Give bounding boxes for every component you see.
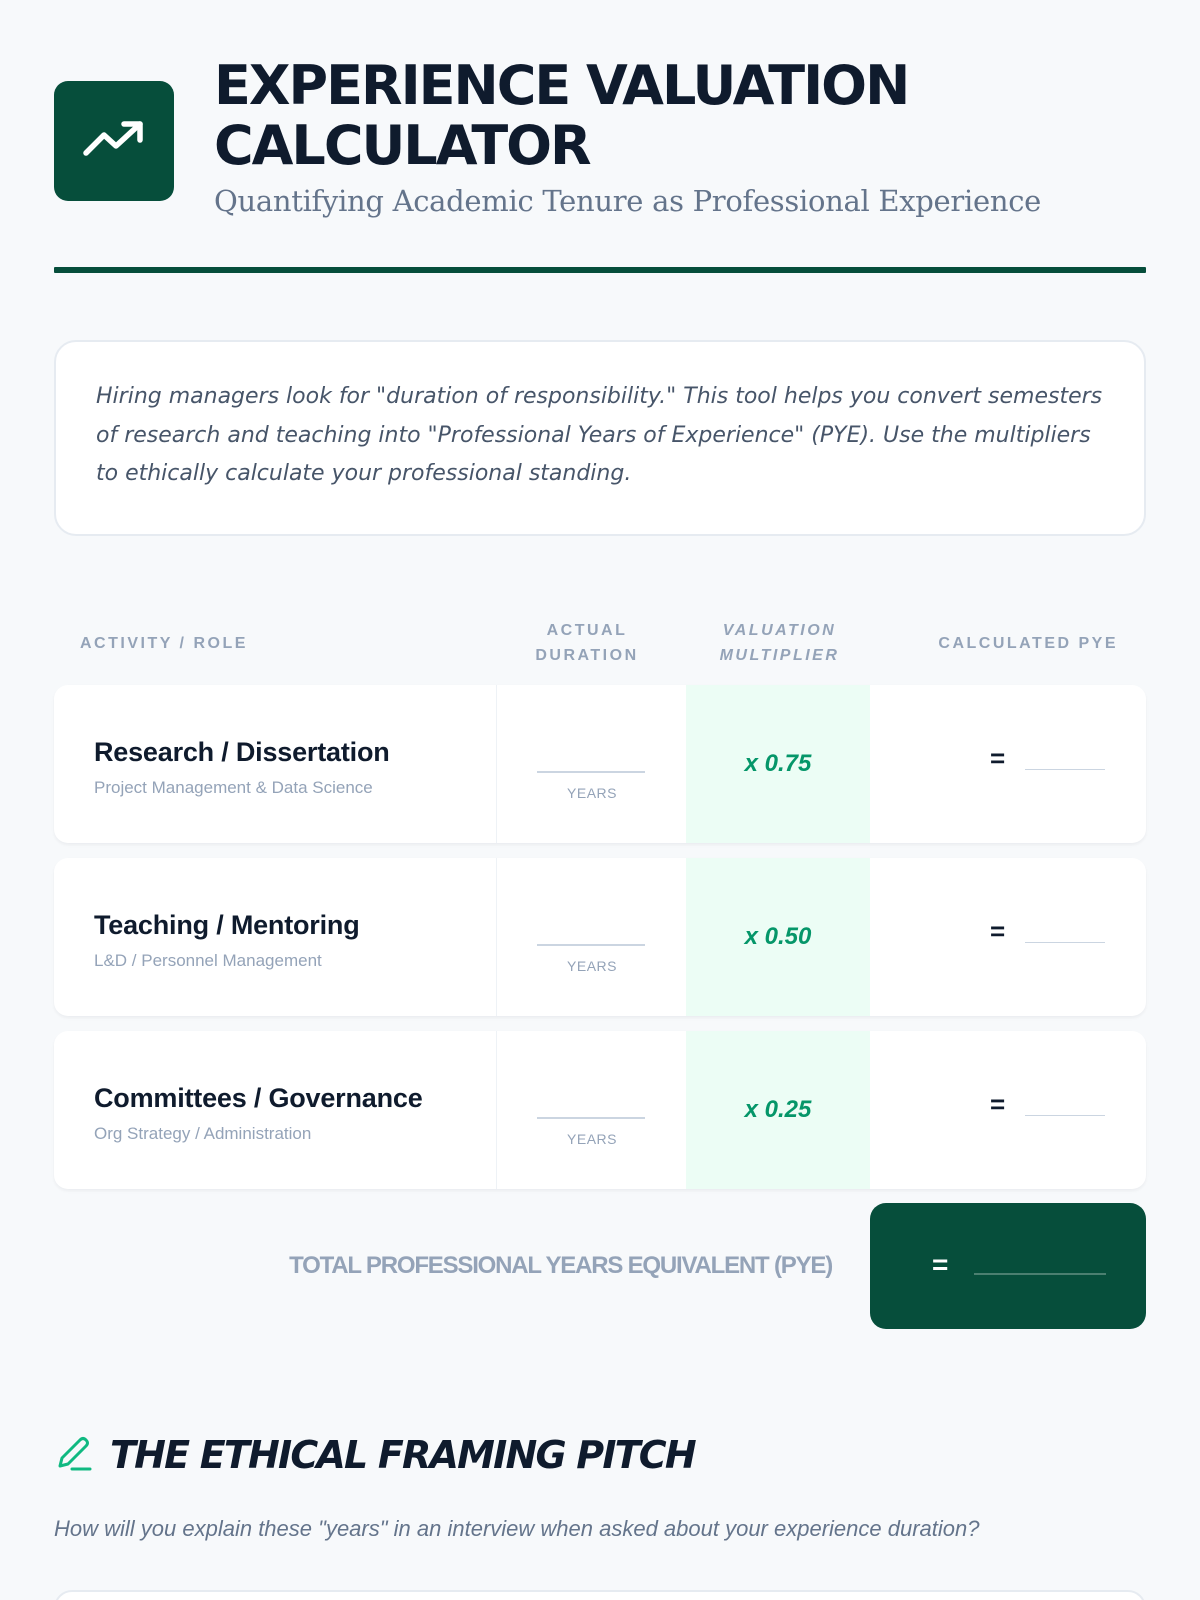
duration-cell <box>496 685 686 843</box>
table-row <box>54 858 1146 1016</box>
duration-unit: YEARS <box>567 958 617 974</box>
total-pye-output <box>974 1273 1106 1275</box>
equals-sign: = <box>932 1249 949 1280</box>
equals-sign: = <box>990 916 1006 946</box>
header <box>54 56 1146 226</box>
activity-subtitle: Org Strategy / Administration <box>94 1124 312 1143</box>
page-title: EXPERIENCE VALUATION CALCULATOR <box>214 54 909 177</box>
pye-cell <box>870 685 1146 843</box>
pitch-title: THE ETHICAL FRAMING PITCH <box>110 1433 695 1477</box>
duration-input[interactable] <box>537 771 645 773</box>
multiplier-cell: x 0.75 <box>686 685 870 843</box>
trending-up-icon <box>82 119 146 164</box>
equals-sign: = <box>990 743 1006 773</box>
logo <box>54 81 174 201</box>
pitch-heading <box>54 1430 695 1480</box>
table-row <box>54 685 1146 843</box>
column-header-activity: ACTIVITY / ROLE <box>80 634 248 652</box>
duration-cell <box>496 858 686 1016</box>
header-divider <box>54 267 1146 273</box>
activity-title: Research / Dissertation <box>94 737 390 767</box>
duration-input[interactable] <box>537 944 645 946</box>
column-header-duration: ACTUAL DURATION <box>535 622 639 664</box>
activity-title: Committees / Governance <box>94 1083 423 1113</box>
activity-subtitle: L&D / Personnel Management <box>94 951 322 970</box>
equals-sign: = <box>990 1089 1006 1119</box>
table-header <box>54 615 1146 675</box>
duration-cell <box>496 1031 686 1189</box>
pitch-question: How will you explain these "years" in an interview when asked about your experience duration? <box>54 1516 980 1541</box>
pye-output <box>1025 942 1105 943</box>
duration-unit: YEARS <box>567 785 617 801</box>
column-header-multiplier: VALUATION MULTIPLIER <box>719 622 840 664</box>
activity-cell <box>54 858 496 1016</box>
column-header-pye: CALCULATED PYE <box>938 634 1118 652</box>
total-pye-box <box>870 1203 1146 1329</box>
multiplier-cell: x 0.25 <box>686 1031 870 1189</box>
duration-unit: YEARS <box>567 1131 617 1147</box>
activity-cell <box>54 1031 496 1189</box>
page-subtitle: Quantifying Academic Tenure as Professional Experience <box>214 184 1041 218</box>
pye-cell <box>870 1031 1146 1189</box>
intro-text: Hiring managers look for "duration of responsibility." This tool helps you convert semesters of research and teaching into "Professional Years of Experience" (PYE). Use the multipliers to ethically calculate your professional standing. <box>96 384 1103 486</box>
pye-cell <box>870 858 1146 1016</box>
activity-cell <box>54 685 496 843</box>
activity-subtitle: Project Management & Data Science <box>94 778 373 797</box>
duration-input[interactable] <box>537 1117 645 1119</box>
pye-output <box>1025 1115 1105 1116</box>
table-row <box>54 1031 1146 1189</box>
activity-title: Teaching / Mentoring <box>94 910 360 940</box>
pen-icon <box>54 1434 92 1477</box>
total-label: TOTAL PROFESSIONAL YEARS EQUIVALENT (PYE) <box>289 1252 832 1279</box>
pitch-answer-card[interactable] <box>54 1590 1146 1600</box>
multiplier-cell: x 0.50 <box>686 858 870 1016</box>
intro-card <box>54 340 1146 536</box>
pye-output <box>1025 769 1105 770</box>
